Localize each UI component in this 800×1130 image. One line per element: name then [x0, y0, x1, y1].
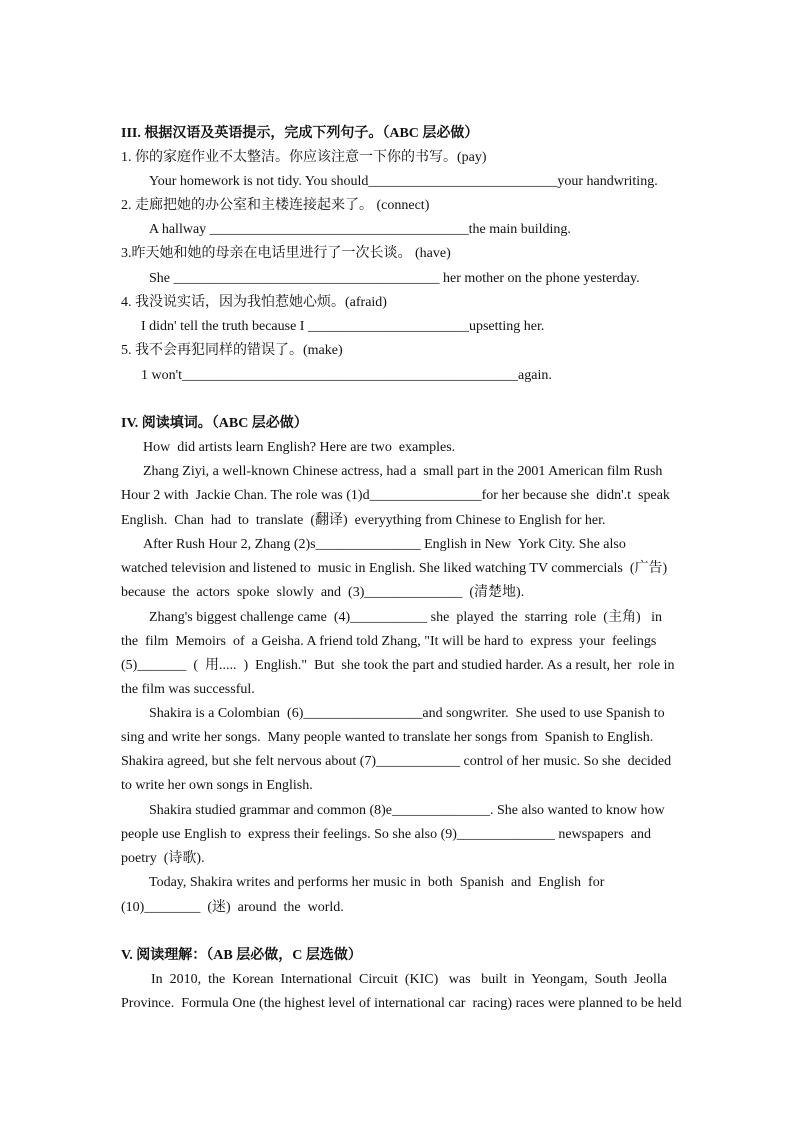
passage-line: Shakira agreed, but she felt nervous about (7)____________ control of her music. So she decided	[121, 754, 672, 769]
reading-line: In 2010, the Korean International Circuit (KIC) was built in Yeongam, South Jeolla	[151, 972, 667, 987]
question-5-sentence: 1 won't________________________________________________again.	[141, 368, 552, 383]
passage-line: Shakira is a Colombian (6)_________________and songwriter. She used to use Spanish to	[149, 706, 665, 721]
question-1-prompt: 1. 你的家庭作业不太整洁。你应该注意一下你的书写。(pay)	[121, 150, 487, 165]
reading-line: Province. Formula One (the highest level of international car racing) races were planned to be held	[121, 996, 682, 1011]
question-5-prompt: 5. 我不会再犯同样的错误了。(make)	[121, 343, 343, 358]
passage-line: Hour 2 with Jackie Chan. The role was (1)d________________for her because she didn'.t speak	[121, 488, 670, 503]
question-3-sentence: She ______________________________________ her mother on the phone yesterday.	[149, 271, 640, 286]
passage-line: poetry (诗歌).	[121, 851, 205, 866]
question-2-prompt: 2. 走廊把她的办公室和主楼连接起来了。 (connect)	[121, 198, 430, 213]
passage-line: watched television and listened to music in English. She liked watching TV commercials (广告)	[121, 561, 668, 576]
passage-line: How did artists learn English? Here are two examples.	[143, 440, 456, 455]
question-4-prompt: 4. 我没说实话，因为我怕惹她心烦。(afraid)	[121, 295, 387, 310]
section-5-heading: V. 阅读理解：（AB 层必做，C 层选做）	[121, 948, 362, 963]
question-1-sentence: Your homework is not tidy. You should___________________________your handwriting.	[149, 174, 658, 189]
passage-line: Zhang's biggest challenge came (4)___________ she played the starring role (主角) in	[149, 610, 662, 625]
section-4-heading: IV. 阅读填词。（ABC 层必做）	[121, 416, 308, 431]
passage-line: Shakira studied grammar and common (8)e______________. She also wanted to know how	[149, 803, 665, 818]
passage-line: to write her own songs in English.	[121, 778, 313, 793]
question-2-sentence: A hallway _____________________________________the main building.	[149, 222, 571, 237]
section-3-heading: III. 根据汉语及英语提示，完成下列句子。（ABC 层必做）	[121, 126, 479, 141]
passage-line: After Rush Hour 2, Zhang (2)s_______________ English in New York City. She also	[143, 537, 626, 552]
passage-line: the film Memoirs of a Geisha. A friend told Zhang, "It will be hard to express your feelings	[121, 634, 657, 649]
question-3-prompt: 3.昨天她和她的母亲在电话里进行了一次长谈。 (have)	[121, 246, 451, 261]
question-4-sentence: I didn' tell the truth because I _______________________upsetting her.	[141, 319, 545, 334]
passage-line: Zhang Ziyi, a well-known Chinese actress, had a small part in the 2001 American film Rush	[143, 464, 663, 479]
passage-line: English. Chan had to translate (翻译) everyything from Chinese to English for her.	[121, 513, 606, 528]
passage-line: the film was successful.	[121, 682, 255, 697]
passage-line: (10)________ (迷) around the world.	[121, 900, 344, 915]
passage-line: Today, Shakira writes and performs her music in both Spanish and English for	[149, 875, 605, 890]
passage-line: because the actors spoke slowly and (3)______________ (清楚地).	[121, 585, 525, 600]
passage-line: sing and write her songs. Many people wanted to translate her songs from Spanish to English.	[121, 730, 654, 745]
passage-line: people use English to express their feelings. So she also (9)______________ newspapers and	[121, 827, 651, 842]
passage-line: (5)_______ ( 用..... ) English." But she took the part and studied harder. As a result, her role in	[121, 658, 675, 673]
